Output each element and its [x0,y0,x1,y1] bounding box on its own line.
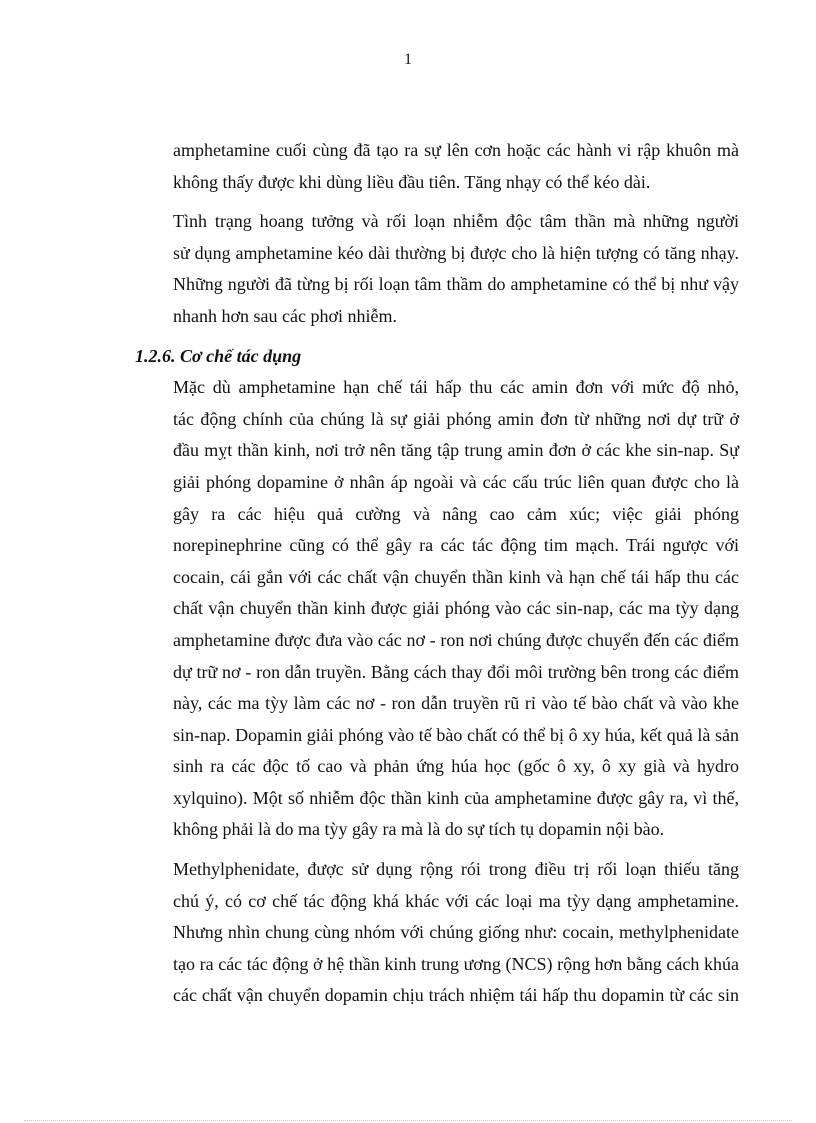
paragraph-continuation [135,135,739,198]
text-line: amphetamine cuối cùng đã tạo ra sự lên cơn hoặc các hành vi rập khuôn mà [173,140,739,160]
text-line: norepinephrine cũng có thể gây ra các tác động tim mạch. Trái ngược với [173,535,739,556]
text-line: Những người đã từng bị rối loạn tâm thầm do amphetamine có thể bị như vậy [173,274,739,295]
text-line: không thấy được khi dùng liều đầu tiên. Tăng nhạy có thể kéo dài. [173,171,651,192]
paragraph-sensitization [135,206,739,332]
text-line: tác động chính của chúng là sự giải phóng amin đơn từ những nơi dự trữ ở [173,408,739,429]
text-line: này, các ma tỳy làm các nơ - ron dẫn truyền rũ rỉ vào tế bào chất và vào khe [173,693,739,714]
text-line: Nhưng nhìn chung cùng nhóm với chúng giống như: cocain, methylphenidate [173,922,739,943]
text-line: đầu mỵt thần kinh, nơi trở nên tăng tập trung amin đơn ở các khe sin-nap. Sự [173,440,739,461]
paragraph-methylphenidate [135,854,739,1012]
text-line: nhanh hơn sau các phơi nhiễm. [173,305,397,326]
page-body [135,135,739,1020]
page-number: 1 [404,51,412,68]
text-line: xylquino). Một số nhiễm độc thần kinh của amphetamine được gây ra, vì thế, [173,787,739,808]
text-line: amphetamine được đưa vào các nơ - ron nơi chúng được chuyển đến các điểm [173,629,739,650]
text-line: Mặc dù amphetamine hạn chế tái hấp thu các amin đơn với mức độ nhỏ, [173,377,739,398]
section-heading: 1.2.6. Cơ chế tác dụng [135,345,302,366]
text-line: sử dụng amphetamine kéo dài thường bị được cho là hiện tượng có tăng nhạy. [173,242,739,263]
text-line: sinh ra các độc tố cao và phản ứng húa học (gốc ô xy, ô xy già và hydro [173,756,739,777]
page-bottom-rule [24,1120,792,1121]
text-line: dự trữ nơ - ron dẫn truyền. Bằng cách thay đổi môi trường bên trong các điểm [173,661,739,682]
text-line: sin-nap. Dopamin giải phóng vào tế bào chất có thể bị ô xy húa, kết quả là sản [173,724,739,745]
text-line: cocain, cái gắn với các chất vận chuyển thần kinh và hạn chế tái hấp thu các [173,566,739,587]
text-line: gây ra các hiệu quả cường và nâng cao cảm xúc; việc giải phóng [173,503,739,524]
text-line: tạo ra các tác động ở hệ thần kinh trung ương (NCS) rộng hơn bằng cách khúa [173,953,739,974]
text-line: giải phóng dopamine ở nhân áp ngoài và các cấu trúc liên quan được cho là [173,471,739,492]
text-line: Methylphenidate, được sử dụng rộng rói trong điều trị rối loạn thiếu tăng [173,859,739,880]
text-line: chú ý, có cơ chế tác động khá khác với các loại ma tỳy dạng amphetamine. [173,890,739,911]
paragraph-mechanism [135,372,739,846]
text-line: chất vận chuyển thần kinh được giải phóng vào các sin-nap, các ma tỳy dạng [173,598,739,619]
text-line: các chất vận chuyển dopamin chịu trách nhiệm tái hấp thu dopamin từ các sin [173,985,739,1006]
text-line: không phải là do ma tỳy gây ra mà là do sự tích tụ dopamin nội bào. [173,819,665,840]
text-line: Tình trạng hoang tưởng và rối loạn nhiễm độc tâm thần mà những người [173,211,739,232]
